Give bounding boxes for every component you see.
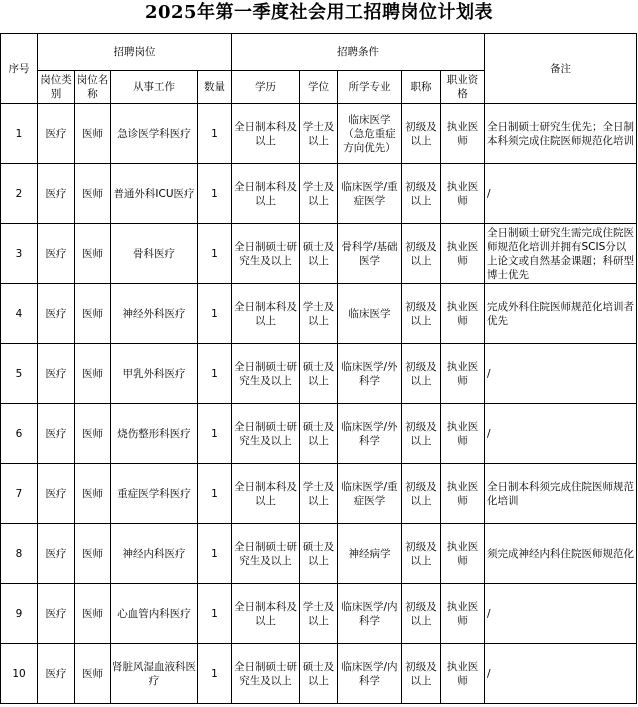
cell-remark: / (485, 404, 637, 464)
cell-name: 医师 (75, 584, 111, 644)
cell-title-rank: 初级及以上 (402, 224, 441, 284)
cell-count: 1 (198, 284, 232, 344)
cell-remark: 须完成神经内科住院医师规范化 (485, 524, 637, 584)
cell-qualification: 执业医师 (441, 584, 485, 644)
cell-name: 医师 (75, 404, 111, 464)
cell-seq: 6 (1, 404, 38, 464)
table-row (1, 104, 637, 164)
cell-education: 全日制硕士研究生及以上 (232, 404, 300, 464)
header-education: 学历 (232, 71, 300, 104)
cell-name: 医师 (75, 524, 111, 584)
header-work: 从事工作 (111, 71, 198, 104)
cell-education: 全日制本科及以上 (232, 164, 300, 224)
page-title: 2025年第一季度社会用工招聘岗位计划表 (144, 2, 494, 23)
cell-education: 全日制本科及以上 (232, 584, 300, 644)
cell-degree: 硕士及以上 (300, 524, 338, 584)
cell-qualification: 执业医师 (441, 284, 485, 344)
cell-remark: 全日制硕士研究生优先；全日制本科须完成住院医师规范化培训 (485, 104, 637, 164)
cell-remark: / (485, 344, 637, 404)
cell-degree: 学士及以上 (300, 104, 338, 164)
cell-seq: 7 (1, 464, 38, 524)
cell-major: 神经病学 (338, 524, 402, 584)
cell-title-rank: 初级及以上 (402, 524, 441, 584)
cell-seq: 5 (1, 344, 38, 404)
cell-category: 医疗 (38, 164, 75, 224)
cell-qualification: 执业医师 (441, 464, 485, 524)
cell-education: 全日制本科及以上 (232, 464, 300, 524)
cell-work: 神经内科医疗 (111, 524, 198, 584)
cell-seq: 4 (1, 284, 38, 344)
cell-work: 甲乳外科医疗 (111, 344, 198, 404)
table-row (1, 344, 637, 404)
cell-name: 医师 (75, 164, 111, 224)
cell-category: 医疗 (38, 464, 75, 524)
header-degree: 学位 (300, 71, 338, 104)
cell-title-rank: 初级及以上 (402, 464, 441, 524)
cell-degree: 硕士及以上 (300, 224, 338, 284)
cell-work: 急诊医学科医疗 (111, 104, 198, 164)
cell-category: 医疗 (38, 524, 75, 584)
cell-name: 医师 (75, 224, 111, 284)
cell-title-rank: 初级及以上 (402, 344, 441, 404)
cell-major: 临床医学/外科学 (338, 344, 402, 404)
header-major: 所学专业 (338, 71, 402, 104)
cell-degree: 硕士及以上 (300, 344, 338, 404)
cell-major: 临床医学/外科学 (338, 404, 402, 464)
header-qualification: 职业资格 (441, 71, 485, 104)
cell-seq: 8 (1, 524, 38, 584)
cell-education: 全日制硕士研究生及以上 (232, 524, 300, 584)
cell-remark: / (485, 164, 637, 224)
cell-work: 烧伤整形科医疗 (111, 404, 198, 464)
cell-name: 医师 (75, 464, 111, 524)
cell-count: 1 (198, 404, 232, 464)
cell-title-rank: 初级及以上 (402, 404, 441, 464)
cell-education: 全日制硕士研究生及以上 (232, 644, 300, 704)
cell-degree: 硕士及以上 (300, 644, 338, 704)
cell-category: 医疗 (38, 104, 75, 164)
recruitment-table (0, 33, 637, 704)
cell-remark: 全日制本科须完成住院医师规范化培训 (485, 464, 637, 524)
table-row (1, 524, 637, 584)
cell-category: 医疗 (38, 644, 75, 704)
table-row (1, 644, 637, 704)
cell-name: 医师 (75, 344, 111, 404)
cell-qualification: 执业医师 (441, 344, 485, 404)
table-row (1, 584, 637, 644)
cell-title-rank: 初级及以上 (402, 644, 441, 704)
header-position-group: 招聘岗位 (38, 34, 232, 71)
cell-major: 临床医学（急危重症方向优先） (338, 104, 402, 164)
cell-remark: / (485, 584, 637, 644)
cell-work: 肾脏风湿血液科医疗 (111, 644, 198, 704)
cell-qualification: 执业医师 (441, 644, 485, 704)
header-name: 岗位名称 (75, 71, 111, 104)
cell-major: 临床医学/内科学 (338, 584, 402, 644)
cell-education: 全日制硕士研究生及以上 (232, 344, 300, 404)
cell-count: 1 (198, 464, 232, 524)
cell-seq: 9 (1, 584, 38, 644)
cell-work: 普通外科ICU医疗 (111, 164, 198, 224)
cell-name: 医师 (75, 104, 111, 164)
cell-category: 医疗 (38, 344, 75, 404)
cell-title-rank: 初级及以上 (402, 104, 441, 164)
header-condition-group: 招聘条件 (232, 34, 485, 71)
cell-education: 全日制硕士研究生及以上 (232, 224, 300, 284)
table-row (1, 284, 637, 344)
cell-category: 医疗 (38, 584, 75, 644)
cell-work: 神经外科医疗 (111, 284, 198, 344)
cell-seq: 10 (1, 644, 38, 704)
header-seq: 序号 (1, 34, 38, 104)
cell-work: 重症医学科医疗 (111, 464, 198, 524)
cell-count: 1 (198, 224, 232, 284)
cell-qualification: 执业医师 (441, 104, 485, 164)
header-category: 岗位类别 (38, 71, 75, 104)
cell-seq: 3 (1, 224, 38, 284)
cell-count: 1 (198, 524, 232, 584)
cell-major: 临床医学/重症医学 (338, 464, 402, 524)
cell-degree: 学士及以上 (300, 464, 338, 524)
cell-education: 全日制本科及以上 (232, 284, 300, 344)
cell-remark: / (485, 644, 637, 704)
cell-category: 医疗 (38, 224, 75, 284)
cell-qualification: 执业医师 (441, 524, 485, 584)
cell-major: 临床医学/重症医学 (338, 164, 402, 224)
cell-remark: 完成外科住院医师规范化培训者优先 (485, 284, 637, 344)
cell-name: 医师 (75, 644, 111, 704)
table-body (1, 104, 637, 704)
cell-major: 临床医学/内科学 (338, 644, 402, 704)
cell-qualification: 执业医师 (441, 404, 485, 464)
cell-seq: 2 (1, 164, 38, 224)
header-row-group (1, 34, 637, 71)
header-title-rank: 职称 (402, 71, 441, 104)
cell-name: 医师 (75, 284, 111, 344)
cell-title-rank: 初级及以上 (402, 584, 441, 644)
header-remark: 备注 (485, 34, 637, 104)
cell-category: 医疗 (38, 284, 75, 344)
cell-count: 1 (198, 644, 232, 704)
cell-qualification: 执业医师 (441, 164, 485, 224)
cell-count: 1 (198, 164, 232, 224)
cell-seq: 1 (1, 104, 38, 164)
cell-work: 骨科医疗 (111, 224, 198, 284)
table-row (1, 404, 637, 464)
table-row (1, 464, 637, 524)
cell-degree: 硕士及以上 (300, 404, 338, 464)
cell-count: 1 (198, 584, 232, 644)
cell-work: 心血管内科医疗 (111, 584, 198, 644)
cell-title-rank: 初级及以上 (402, 284, 441, 344)
cell-degree: 学士及以上 (300, 164, 338, 224)
table-row (1, 164, 637, 224)
cell-major: 骨科学/基础医学 (338, 224, 402, 284)
table-row (1, 224, 637, 284)
cell-major: 临床医学 (338, 284, 402, 344)
cell-category: 医疗 (38, 404, 75, 464)
cell-title-rank: 初级及以上 (402, 164, 441, 224)
cell-qualification: 执业医师 (441, 224, 485, 284)
cell-education: 全日制本科及以上 (232, 104, 300, 164)
cell-count: 1 (198, 344, 232, 404)
cell-remark: 全日制硕士研究生需完成住院医师规范化培训并拥有SCIS分以上论文或自然基金课题；科研型博士优先 (485, 224, 637, 284)
cell-degree: 学士及以上 (300, 284, 338, 344)
cell-degree: 学士及以上 (300, 584, 338, 644)
cell-count: 1 (198, 104, 232, 164)
header-count: 数量 (198, 71, 232, 104)
